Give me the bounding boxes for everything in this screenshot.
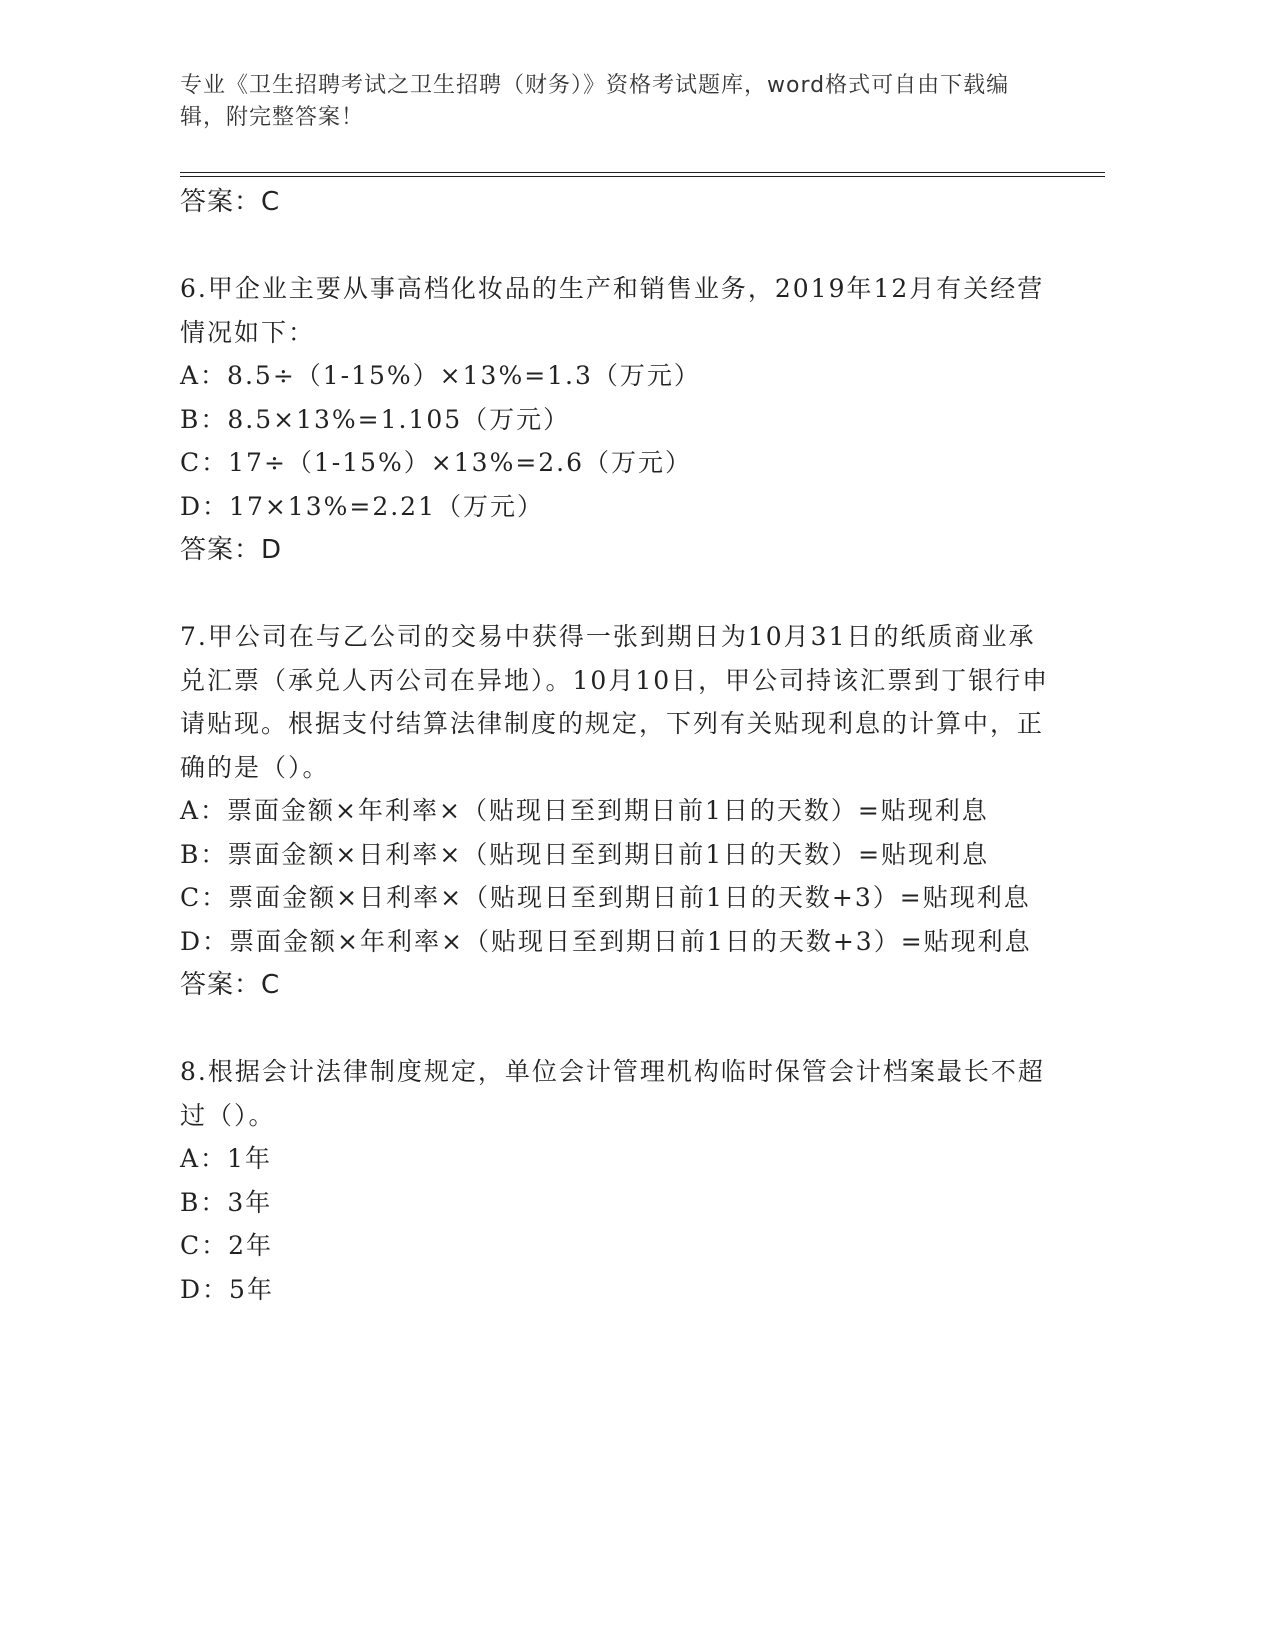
option-a: A：票面金额×年利率×（贴现日至到期日前1日的天数）=贴现利息	[180, 796, 989, 825]
answer-line: 答案：C	[180, 187, 281, 217]
spacer	[180, 1007, 1050, 1050]
spacer	[180, 224, 1050, 267]
option-b: B：3年	[180, 1187, 273, 1217]
option-c: C：票面金额×日利率×（贴现日至到期日前1日的天数+3）=贴现利息	[180, 883, 1031, 912]
option-d: D：票面金额×年利率×（贴现日至到期日前1日的天数+3）=贴现利息	[180, 926, 1032, 956]
option-d: D：17×13%=2.21（万元）	[180, 491, 544, 521]
question-list	[180, 180, 1050, 1311]
option-a: A：8.5÷（1-15%）×13%=1.3（万元）	[180, 361, 701, 390]
option-d: D：5年	[180, 1274, 274, 1304]
option-b: B：票面金额×日利率×（贴现日至到期日前1日的天数）=贴现利息	[180, 839, 990, 869]
header-rule-top	[180, 172, 1105, 173]
question-stem: 7.甲公司在与乙公司的交易中获得一张到期日为10月31日的纸质商业承兑汇票（承兑人丙公司在异地）。10月10日，甲公司持该汇票到丁银行申请贴现。根据支付结算法律制度的规定，下列有关贴现利息的计算中，正确的是（）。	[180, 622, 1050, 782]
question-block	[180, 615, 1050, 1007]
header-rule-bottom	[180, 176, 1105, 177]
question-stem: 6.甲企业主要从事高档化妆品的生产和销售业务，2019年12月有关经营情况如下：	[180, 274, 1045, 347]
question-block	[180, 1050, 1050, 1311]
answer-line: 答案：C	[180, 970, 281, 1000]
option-c: C：2年	[180, 1231, 274, 1260]
option-c: C：17÷（1-15%）×13%=2.6（万元）	[180, 448, 693, 477]
option-a: A：1年	[180, 1144, 272, 1173]
answer-line: 答案：D	[180, 535, 283, 565]
document-header: 专业《卫生招聘考试之卫生招聘（财务）》资格考试题库，word格式可自由下载编辑，附完整答案！	[180, 73, 1010, 130]
question-block	[180, 267, 1050, 572]
spacer	[180, 572, 1050, 615]
option-b: B：8.5×13%=1.105（万元）	[180, 404, 571, 434]
question-stem: 8.根据会计法律制度规定，单位会计管理机构临时保管会计档案最长不超过（）。	[180, 1057, 1045, 1130]
